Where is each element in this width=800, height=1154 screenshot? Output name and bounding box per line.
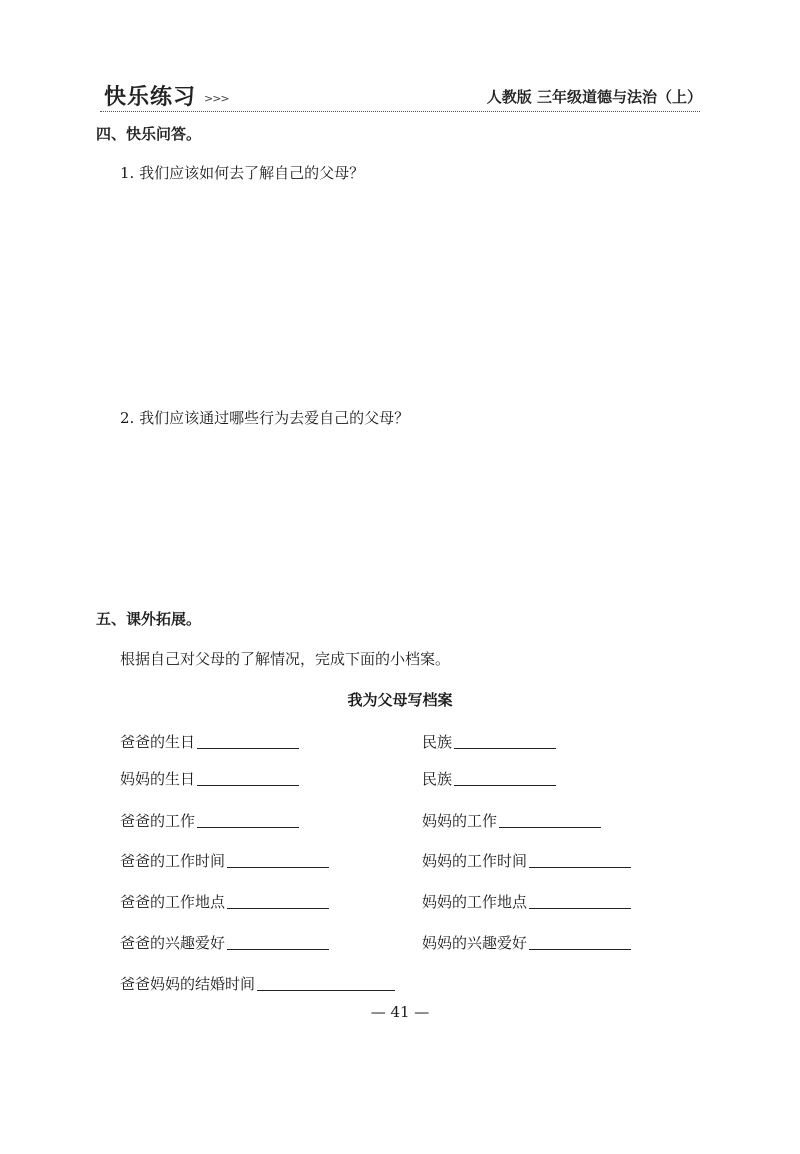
field-dad-job (120, 810, 299, 831)
field-dad-birthday (120, 731, 299, 752)
field-label: 民族 (422, 733, 453, 751)
header-divider (100, 111, 700, 112)
field-mom-work-place (422, 891, 631, 912)
field-label: 爸爸的工作地点 (120, 893, 226, 911)
field-mom-work-time (422, 850, 631, 871)
answer-blank[interactable] (197, 748, 299, 749)
answer-blank[interactable] (197, 785, 299, 786)
field-mom-birthday (120, 768, 299, 789)
answer-blank[interactable] (197, 827, 299, 828)
field-label: 爸爸的工作时间 (120, 852, 226, 870)
field-mom-ethnicity (422, 768, 556, 789)
answer-blank[interactable] (257, 990, 395, 991)
field-label: 妈妈的兴趣爱好 (422, 934, 528, 952)
field-dad-ethnicity (422, 731, 556, 752)
section-4-title: 四、快乐问答。 (96, 125, 202, 143)
brand-chevrons: >>> (204, 92, 229, 105)
field-dad-work-time (120, 850, 329, 871)
answer-blank[interactable] (227, 867, 329, 868)
field-label: 妈妈的生日 (120, 770, 196, 788)
brand-title: 快乐练习 (104, 85, 197, 110)
answer-blank[interactable] (529, 867, 631, 868)
field-dad-hobbies (120, 932, 329, 953)
field-label: 爸爸的兴趣爱好 (120, 934, 226, 952)
answer-blank[interactable] (454, 748, 556, 749)
question-2: 2. 我们应该通过哪些行为去爱自己的父母？ (120, 409, 410, 427)
field-label: 民族 (422, 770, 453, 788)
field-label: 妈妈的工作时间 (422, 852, 528, 870)
field-mom-job (422, 810, 601, 831)
field-mom-hobbies (422, 932, 631, 953)
field-label: 爸爸的工作 (120, 812, 196, 830)
field-label: 妈妈的工作地点 (422, 893, 528, 911)
answer-blank[interactable] (529, 908, 631, 909)
answer-blank[interactable] (454, 785, 556, 786)
page-number: — 41 — (370, 1003, 430, 1021)
answer-blank[interactable] (227, 908, 329, 909)
answer-blank[interactable] (499, 827, 601, 828)
field-label: 妈妈的工作 (422, 812, 498, 830)
instruction-text: 根据自己对父母的了解情况，完成下面的小档案。 (120, 650, 451, 668)
field-label: 爸爸妈妈的结婚时间 (120, 975, 256, 993)
field-dad-work-place (120, 891, 329, 912)
answer-blank[interactable] (227, 949, 329, 950)
book-title: 人教版 三年级道德与法治（上） (486, 88, 702, 106)
question-1: 1. 我们应该如何去了解自己的父母？ (120, 164, 365, 182)
field-label: 爸爸的生日 (120, 733, 196, 751)
answer-blank[interactable] (529, 949, 631, 950)
field-wedding-time (120, 973, 395, 994)
section-5-title: 五、课外拓展。 (96, 610, 202, 628)
form-title: 我为父母写档案 (347, 691, 453, 709)
